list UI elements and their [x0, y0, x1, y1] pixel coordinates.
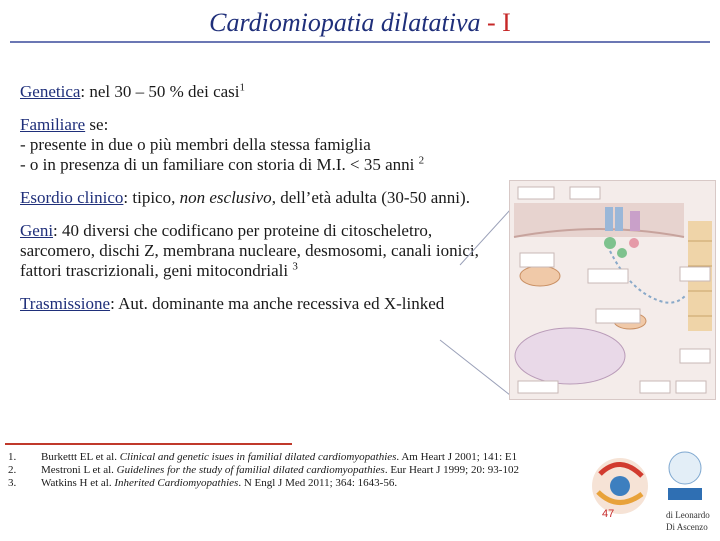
- trasmissione-label: Trasmissione: [20, 294, 111, 313]
- title-dash: -: [486, 8, 496, 37]
- title-numeral: I: [502, 8, 511, 37]
- familiare-line2: - o in presenza di un familiare con storia di M.I. < 35 anni: [20, 155, 419, 174]
- genetica-sup: 1: [239, 81, 246, 94]
- genetica-text: : nel 30 – 50 % dei casi: [80, 82, 240, 101]
- reference-number: 3.: [8, 477, 17, 490]
- title-main: Cardiomiopatia dilatativa: [209, 8, 481, 37]
- reference-number: 1.: [8, 451, 17, 463]
- reference-text: Mestroni L et al. Guidelines for the study of familial dilated cardiomyopathies. Eur Heart J 1999; 20: 93-102: [41, 464, 519, 477]
- esordio-text1: : tipico,: [123, 188, 180, 207]
- familiare-label: Familiare: [20, 115, 86, 134]
- genetica-label: Genetica: [20, 82, 81, 101]
- esordio-text2: , dell’età adulta (30-50 anni).: [271, 188, 470, 207]
- author-line1: di Leonardo: [666, 510, 710, 520]
- reference-item: [8, 477, 548, 490]
- reference-item: [8, 464, 548, 477]
- geni-label: Geni: [20, 221, 54, 240]
- esordio-italic: non esclusivo: [179, 188, 272, 207]
- geni-sup: 3: [292, 260, 298, 273]
- familiare-line1: - presente in due o più membri della stessa famiglia: [20, 135, 371, 154]
- familiare-text: se:: [85, 115, 109, 134]
- author-line2: Di Ascenzo: [666, 522, 708, 532]
- familiare-sup: 2: [418, 154, 425, 167]
- reference-number: 2.: [8, 464, 17, 477]
- page-number: 47: [602, 508, 615, 520]
- geni-text: : 40 diversi che codificano per proteine di citoscheletro, sarcomero, dischi Z, membrana nucleare, desmosomi, canali ionici, fattori trascrizionali, geni mitocondriali: [20, 221, 479, 280]
- reference-item: [8, 451, 548, 464]
- reference-text: Burkettt EL et al. Clinical and genetic isues in familial dilated cardiomyopathies. Am Heart J 2001; 141: E1: [41, 451, 518, 463]
- esordio-label: Esordio clinico: [20, 188, 124, 207]
- cardiomyocyte-diagram: [509, 180, 716, 400]
- references-rule: [5, 443, 292, 445]
- footer-logos: [590, 446, 715, 536]
- reference-text: Watkins H et al. Inherited Cardiomyopathies. N Engl J Med 2011; 364: 1643-56.: [41, 477, 398, 490]
- trasmissione-text: : Aut. dominante ma anche recessiva ed X-linked: [110, 294, 445, 313]
- references-list: [8, 451, 548, 491]
